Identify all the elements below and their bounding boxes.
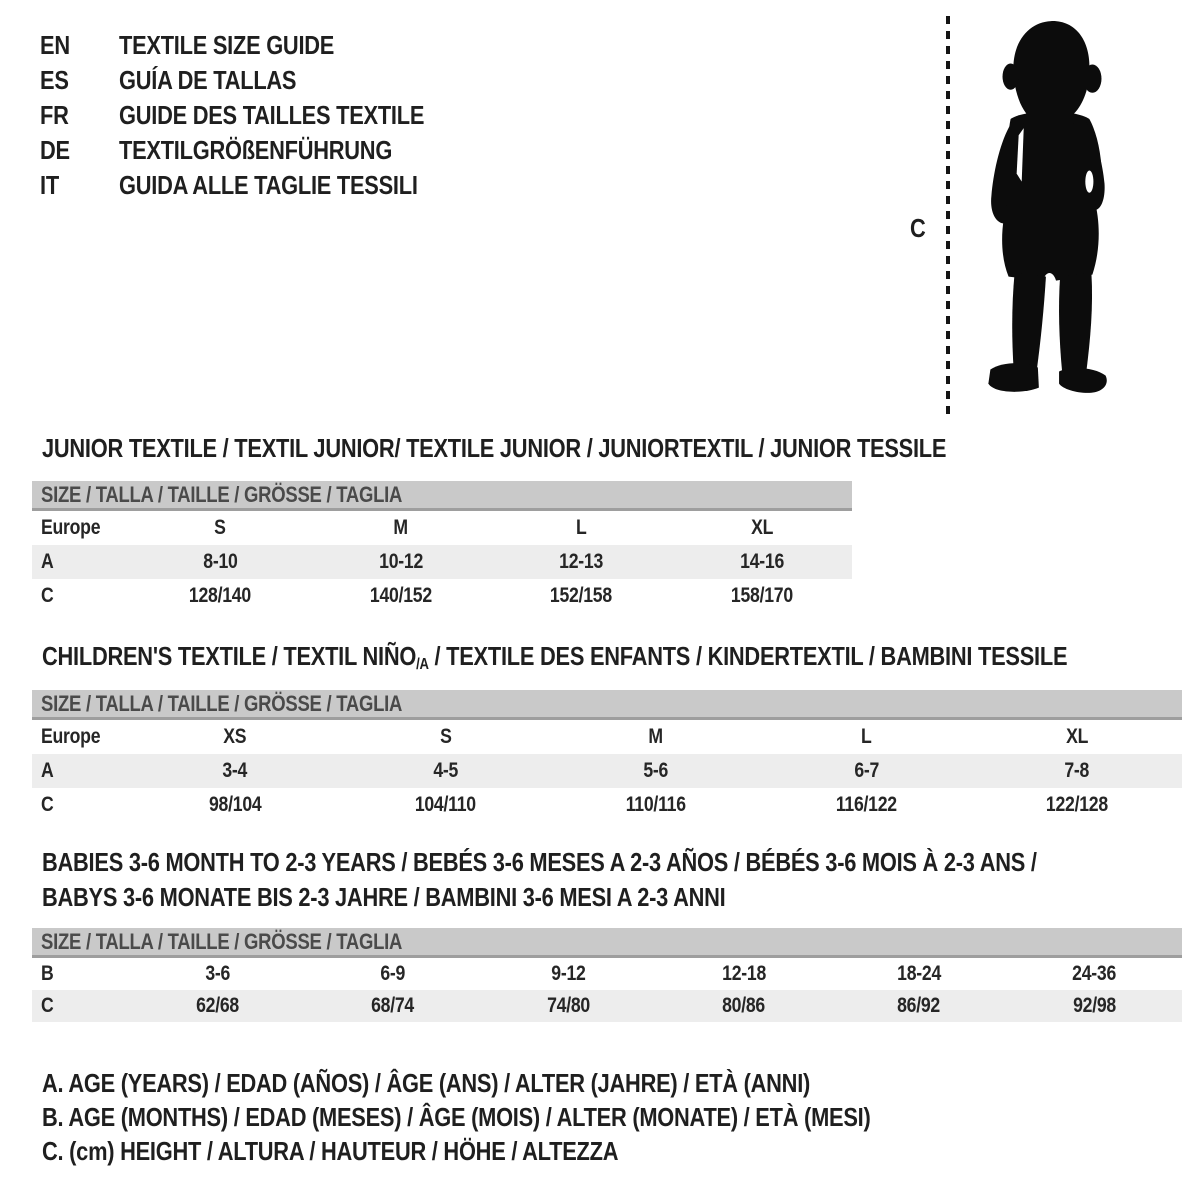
value-cell: 122/128 xyxy=(1045,793,1108,816)
value-cell: 8-10 xyxy=(203,550,238,573)
value-cell: 86/92 xyxy=(897,994,941,1017)
language-row-it xyxy=(40,168,482,203)
value-cell: 116/122 xyxy=(835,793,897,816)
size-cell: L xyxy=(575,516,587,539)
value-cell: 62/68 xyxy=(196,994,240,1017)
measure-legend xyxy=(42,1066,1028,1168)
size-cell: M xyxy=(648,725,664,748)
language-label: TEXTILE SIZE GUIDE xyxy=(119,30,335,60)
value-cell: 10-12 xyxy=(378,550,423,573)
value-cell: 140/152 xyxy=(369,584,432,607)
value-cell: 110/116 xyxy=(625,793,687,816)
height-measure-label: C xyxy=(910,213,926,243)
size-cell: S xyxy=(439,725,452,748)
language-list xyxy=(40,28,482,203)
table-row-age-months xyxy=(32,958,1182,990)
language-code: IT xyxy=(40,170,59,200)
value-cell: 18-24 xyxy=(897,962,941,985)
size-cell: L xyxy=(861,725,872,748)
baby-height-figure xyxy=(900,0,1200,440)
row-label-cell: C xyxy=(41,584,54,607)
language-row-de xyxy=(40,133,482,168)
value-cell: 158/170 xyxy=(730,584,793,607)
value-cell: 6-7 xyxy=(854,759,879,782)
table-row-europe xyxy=(32,511,852,545)
size-cell: M xyxy=(393,516,408,539)
table-row-age xyxy=(32,754,1182,788)
language-code: ES xyxy=(40,65,69,95)
size-cell: XL xyxy=(1065,725,1088,748)
value-cell: 5-6 xyxy=(643,759,669,782)
value-cell: 6-9 xyxy=(380,962,406,985)
value-cell: 3-6 xyxy=(205,962,231,985)
row-label-cell: A xyxy=(41,759,54,782)
value-cell: 7-8 xyxy=(1064,759,1090,782)
babies-size-table xyxy=(32,928,1182,1022)
value-cell: 24-36 xyxy=(1072,962,1117,985)
junior-size-table xyxy=(32,481,852,613)
value-cell: 80/86 xyxy=(722,994,766,1017)
table-row-height xyxy=(32,579,852,613)
language-row-es xyxy=(40,63,482,98)
value-cell: 98/104 xyxy=(208,793,262,816)
row-label-cell: Europe xyxy=(41,516,101,539)
size-header-band: SIZE / TALLA / TAILLE / GRÖSSE / TAGLIA xyxy=(32,690,1182,720)
value-cell: 92/98 xyxy=(1072,994,1116,1017)
size-cell: XL xyxy=(750,516,773,539)
value-cell: 9-12 xyxy=(551,962,586,985)
language-code: EN xyxy=(40,30,70,60)
legend-line-b: B. AGE (MONTHS) / EDAD (MESES) / ÂGE (MOIS) / ALTER (MONATE) / ETÀ (MESI) xyxy=(42,1101,871,1132)
baby-silhouette-icon xyxy=(964,14,1140,420)
value-cell: 3-4 xyxy=(222,759,248,782)
language-row-en xyxy=(40,28,482,63)
row-label-cell: C xyxy=(41,994,54,1017)
value-cell: 4-5 xyxy=(433,759,458,782)
value-cell: 104/110 xyxy=(415,793,477,816)
value-cell: 14-16 xyxy=(739,550,784,573)
value-cell: 74/80 xyxy=(546,994,590,1017)
value-cell: 128/140 xyxy=(189,584,252,607)
value-cell: 68/74 xyxy=(371,994,415,1017)
size-header-band: SIZE / TALLA / TAILLE / GRÖSSE / TAGLIA xyxy=(32,928,1182,958)
babies-section-title: BABIES 3-6 MONTH TO 2-3 YEARS / BEBÉS 3-6 MESES A 2-3 AÑOS / BÉBÉS 3-6 MOIS À 2-3 ANS / BABYS 3-6 MONATE BIS 2-3 JAHRE / BAMBINI 3-6 MESI A 2-3 ANNI xyxy=(42,847,1037,912)
row-label-cell: A xyxy=(41,550,54,573)
row-label-cell: Europe xyxy=(41,725,101,748)
value-cell: 12-18 xyxy=(721,962,766,985)
table-row-age xyxy=(32,545,852,579)
junior-section-title: JUNIOR TEXTILE / TEXTIL JUNIOR/ TEXTILE JUNIOR / JUNIORTEXTIL / JUNIOR TESSILE xyxy=(42,433,947,463)
size-header-band: SIZE / TALLA / TAILLE / GRÖSSE / TAGLIA xyxy=(32,481,852,511)
table-row-height xyxy=(32,990,1182,1022)
value-cell: 152/158 xyxy=(550,584,613,607)
language-code: DE xyxy=(40,135,70,165)
language-label: TEXTILGRÖßENFÜHRUNG xyxy=(119,135,393,165)
language-label: GUIDA ALLE TAGLIE TESSILI xyxy=(119,170,418,200)
legend-line-a: A. AGE (YEARS) / EDAD (AÑOS) / ÂGE (ANS) / ALTER (JAHRE) / ETÀ (ANNI) xyxy=(42,1067,811,1098)
nino-a-subscript: /A xyxy=(416,655,429,673)
size-cell: S xyxy=(214,516,227,539)
children-section-title: CHILDREN'S TEXTILE / TEXTIL $NIÑO_{/A}$ / TEXTILE DES ENFANTS / KINDERTEXTIL / BAMBINI TESSILE xyxy=(42,641,1068,673)
value-cell: 12-13 xyxy=(559,550,604,573)
language-label: GUÍA DE TALLAS xyxy=(119,65,297,95)
height-dashed-line xyxy=(946,16,950,418)
language-code: FR xyxy=(40,100,69,130)
legend-line-c: C. (cm) HEIGHT / ALTURA / HAUTEUR / HÖHE / ALTEZZA xyxy=(42,1135,619,1166)
children-size-table xyxy=(32,690,1182,822)
row-label-cell: C xyxy=(41,793,54,816)
row-label-cell: B xyxy=(41,962,54,985)
table-row-europe xyxy=(32,720,1182,754)
table-row-height xyxy=(32,788,1182,822)
size-cell: XS xyxy=(223,725,247,748)
language-row-fr xyxy=(40,98,482,133)
language-label: GUIDE DES TAILLES TEXTILE xyxy=(119,100,425,130)
